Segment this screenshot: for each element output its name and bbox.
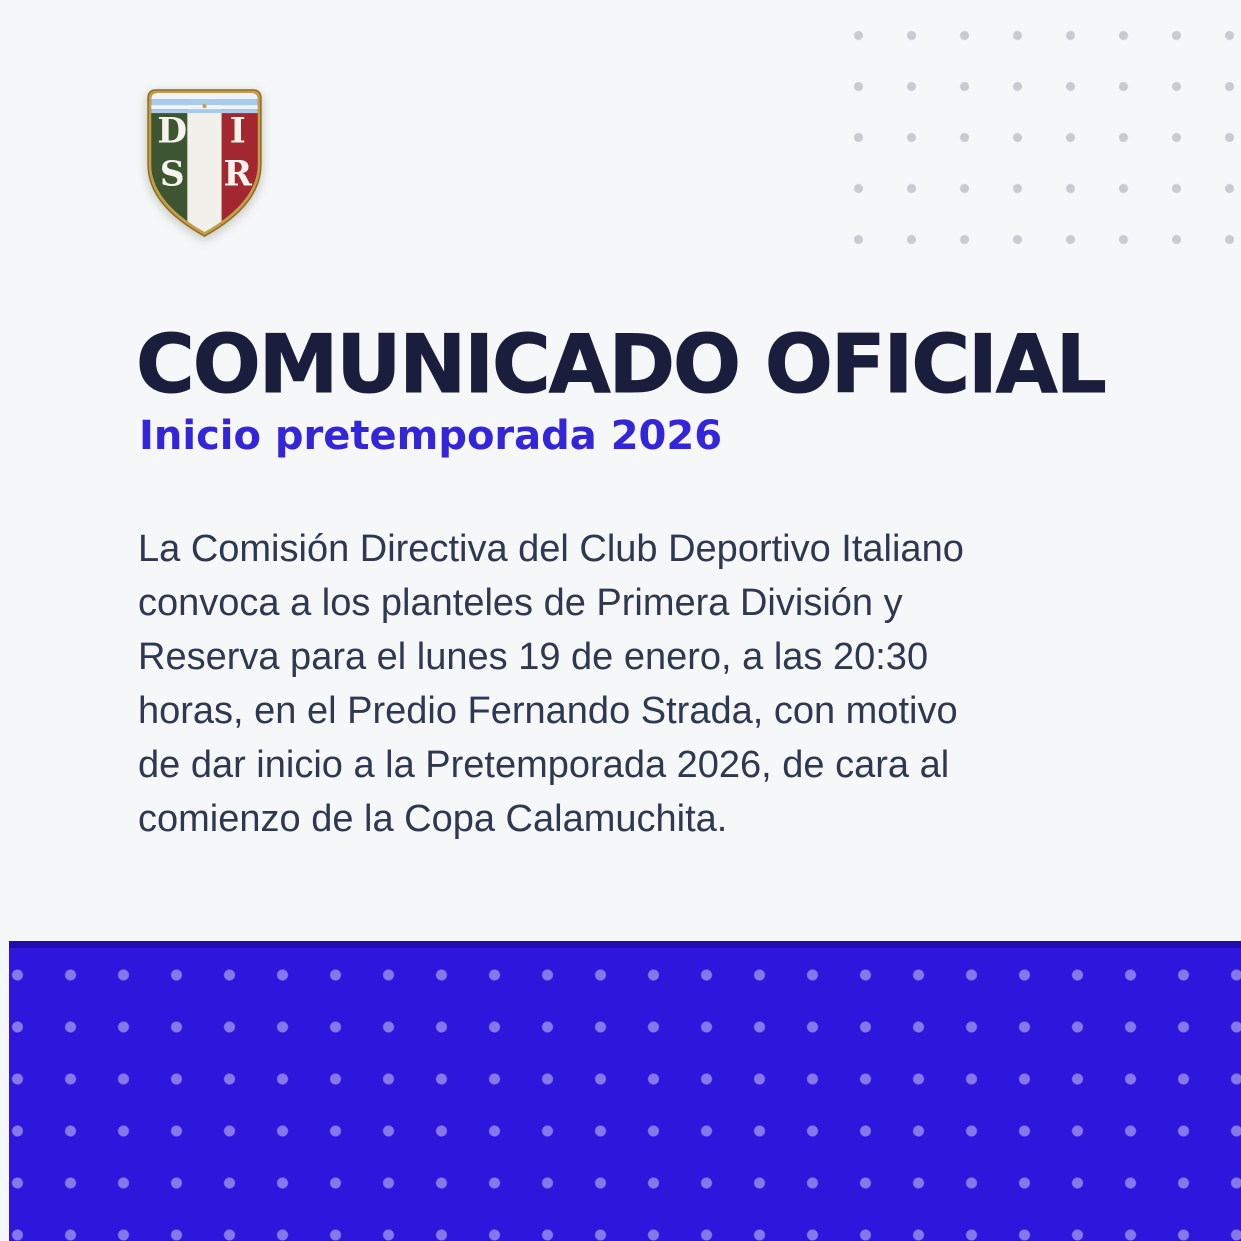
page-subtitle: Inicio pretemporada 2026 — [139, 413, 723, 459]
shield-icon — [138, 84, 271, 242]
crest-letter-r: R — [223, 154, 252, 195]
announcement-body — [138, 522, 1118, 846]
top-band-white-upper — [151, 93, 258, 99]
crest-letter-s: S — [159, 154, 185, 195]
club-crest-logo — [138, 84, 271, 242]
sun-icon — [202, 104, 206, 108]
body-line-1: La Comisión Directiva del Club Deportivo Italiano — [138, 528, 964, 570]
body-line-6: comienzo de la Copa Calamuchita. — [138, 798, 728, 840]
footer-dot-band — [9, 941, 1241, 1241]
body-line-5: de dar inicio a la Pretemporada 2026, de cara al — [138, 744, 950, 786]
crest-letter-d: D — [157, 111, 188, 152]
stripe-white — [187, 93, 221, 234]
body-line-4: horas, en el Predio Fernando Strada, con motivo — [138, 690, 958, 732]
page-title: COMUNICADO OFICIAL — [136, 318, 1105, 411]
body-line-3: Reserva para el lunes 19 de enero, a las 20:30 — [138, 636, 929, 678]
decorative-dot-grid-icon — [832, 10, 1241, 265]
crest-letter-i: I — [229, 111, 246, 152]
body-line-2: convoca a los planteles de Primera División y — [138, 582, 903, 624]
